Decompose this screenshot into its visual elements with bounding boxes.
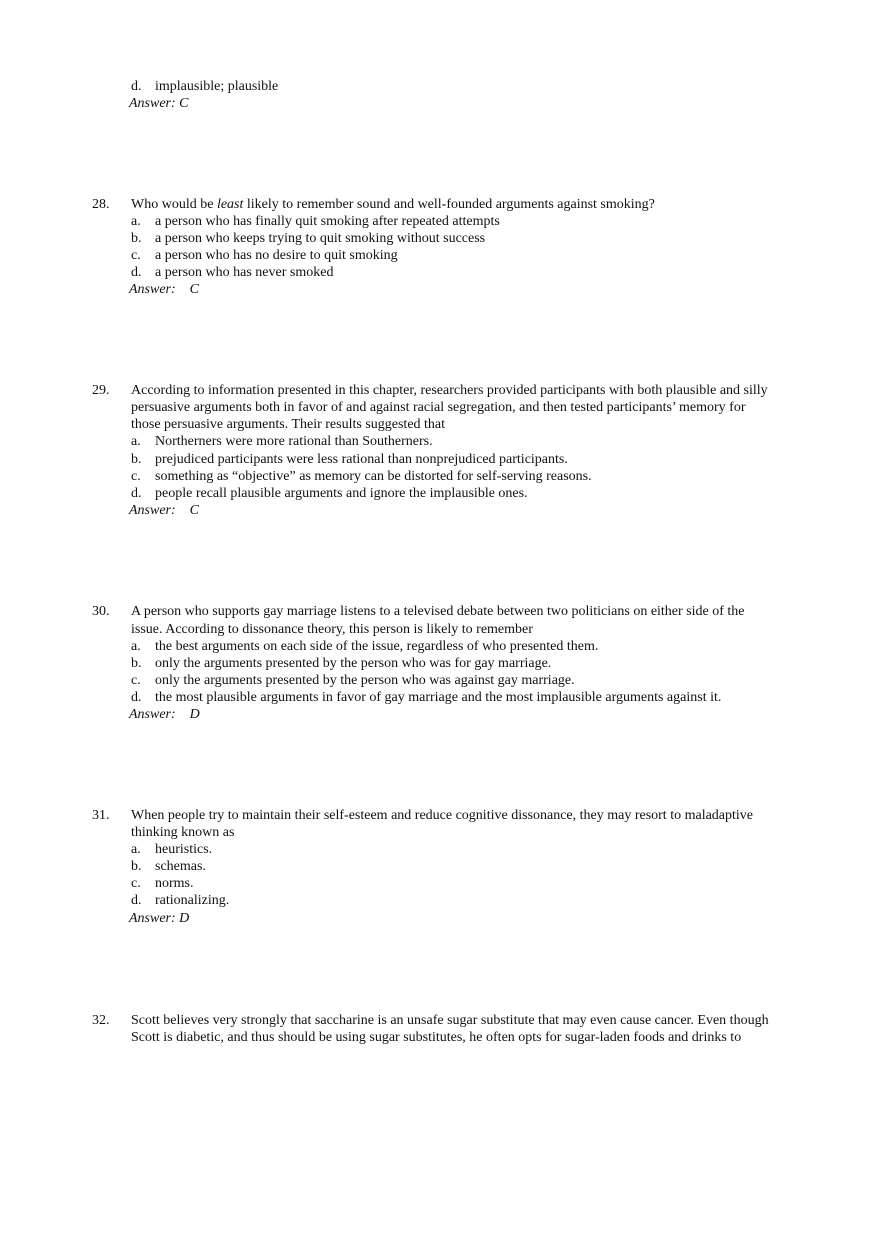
answer-label: Answer: <box>129 96 176 111</box>
question-stem-line: thinking known as <box>131 825 235 840</box>
option-letter: b. <box>131 452 142 467</box>
question-stem-line: Scott believes very strongly that saccharine is an unsafe sugar substitute that may even cause cancer. Even though <box>131 1013 769 1028</box>
answer-label: Answer: <box>129 282 176 297</box>
option-letter: c. <box>131 876 141 891</box>
option-text: people recall plausible arguments and ignore the implausible ones. <box>155 486 528 501</box>
question-stem-line: persuasive arguments both in favor of and against racial segregation, and then tested participants’ memory for <box>131 400 746 415</box>
option-text: a person who has no desire to quit smoking <box>155 248 398 263</box>
answer-value: C <box>179 96 189 111</box>
question-stem-line: When people try to maintain their self-esteem and reduce cognitive dissonance, they may resort to maladaptive <box>131 808 754 823</box>
option-letter: a. <box>131 639 141 654</box>
option-text: the most plausible arguments in favor of gay marriage and the most implausible arguments against it. <box>155 690 722 705</box>
question-stem-line: According to information presented in this chapter, researchers provided participants with both plausible and silly <box>131 383 768 398</box>
option-text: a person who keeps trying to quit smoking without success <box>155 231 486 246</box>
answer-line <box>129 910 189 927</box>
option-text: rationalizing. <box>155 893 230 908</box>
stem-text: Who would be <box>131 197 217 212</box>
answer-value: C <box>189 503 200 518</box>
option-text: schemas. <box>155 859 206 874</box>
option-letter: c. <box>131 248 141 263</box>
question-number: 32. <box>92 1013 110 1028</box>
answer-value: D <box>179 911 190 926</box>
answer-line <box>129 281 199 298</box>
option-letter: a. <box>131 434 141 449</box>
option-text: only the arguments presented by the person who was for gay marriage. <box>155 656 552 671</box>
answer-label: Answer: <box>129 707 176 722</box>
option-letter: c. <box>131 673 141 688</box>
question-stem-line: Scott is diabetic, and thus should be using sugar substitutes, he often opts for sugar-laden foods and drinks to <box>131 1030 742 1045</box>
answer-line <box>129 706 200 723</box>
answer-value: D <box>189 707 200 722</box>
answer-label: Answer: <box>129 911 176 926</box>
option-letter: a. <box>131 842 141 857</box>
answer-line <box>129 502 199 519</box>
question-number: 28. <box>92 197 110 212</box>
option-text: Northerners were more rational than Southerners. <box>155 434 433 449</box>
question-stem-line: A person who supports gay marriage listens to a televised debate between two politicians on either side of the <box>131 604 745 619</box>
answer-value: C <box>189 282 200 297</box>
option-letter: c. <box>131 469 141 484</box>
answer-line <box>129 95 189 112</box>
question-number: 31. <box>92 808 110 823</box>
option-text: implausible; plausible <box>155 79 279 94</box>
stem-text: likely to remember sound and well-founded arguments against smoking? <box>243 197 655 212</box>
question-stem-line <box>131 196 655 213</box>
option-text: prejudiced participants were less rational than nonprejudiced participants. <box>155 452 568 467</box>
option-letter: d. <box>131 486 142 501</box>
option-text: a person who has never smoked <box>155 265 334 280</box>
option-letter: d. <box>131 690 142 705</box>
option-letter: a. <box>131 214 141 229</box>
stem-emphasis: least <box>216 197 244 212</box>
option-letter: d. <box>131 265 142 280</box>
option-text: heuristics. <box>155 842 213 857</box>
option-letter: b. <box>131 231 142 246</box>
question-stem-line: issue. According to dissonance theory, this person is likely to remember <box>131 622 533 637</box>
option-text: norms. <box>155 876 194 891</box>
option-letter: d. <box>131 79 142 94</box>
option-text: only the arguments presented by the person who was against gay marriage. <box>155 673 575 688</box>
option-letter: b. <box>131 859 142 874</box>
option-text: the best arguments on each side of the issue, regardless of who presented them. <box>155 639 599 654</box>
answer-label: Answer: <box>129 503 176 518</box>
option-letter: d. <box>131 893 142 908</box>
option-letter: b. <box>131 656 142 671</box>
question-number: 30. <box>92 604 110 619</box>
question-stem-line: those persuasive arguments. Their results suggested that <box>131 417 446 432</box>
question-number: 29. <box>92 383 110 398</box>
option-text: a person who has finally quit smoking after repeated attempts <box>155 214 500 229</box>
option-text: something as “objective” as memory can be distorted for self-serving reasons. <box>155 469 592 484</box>
